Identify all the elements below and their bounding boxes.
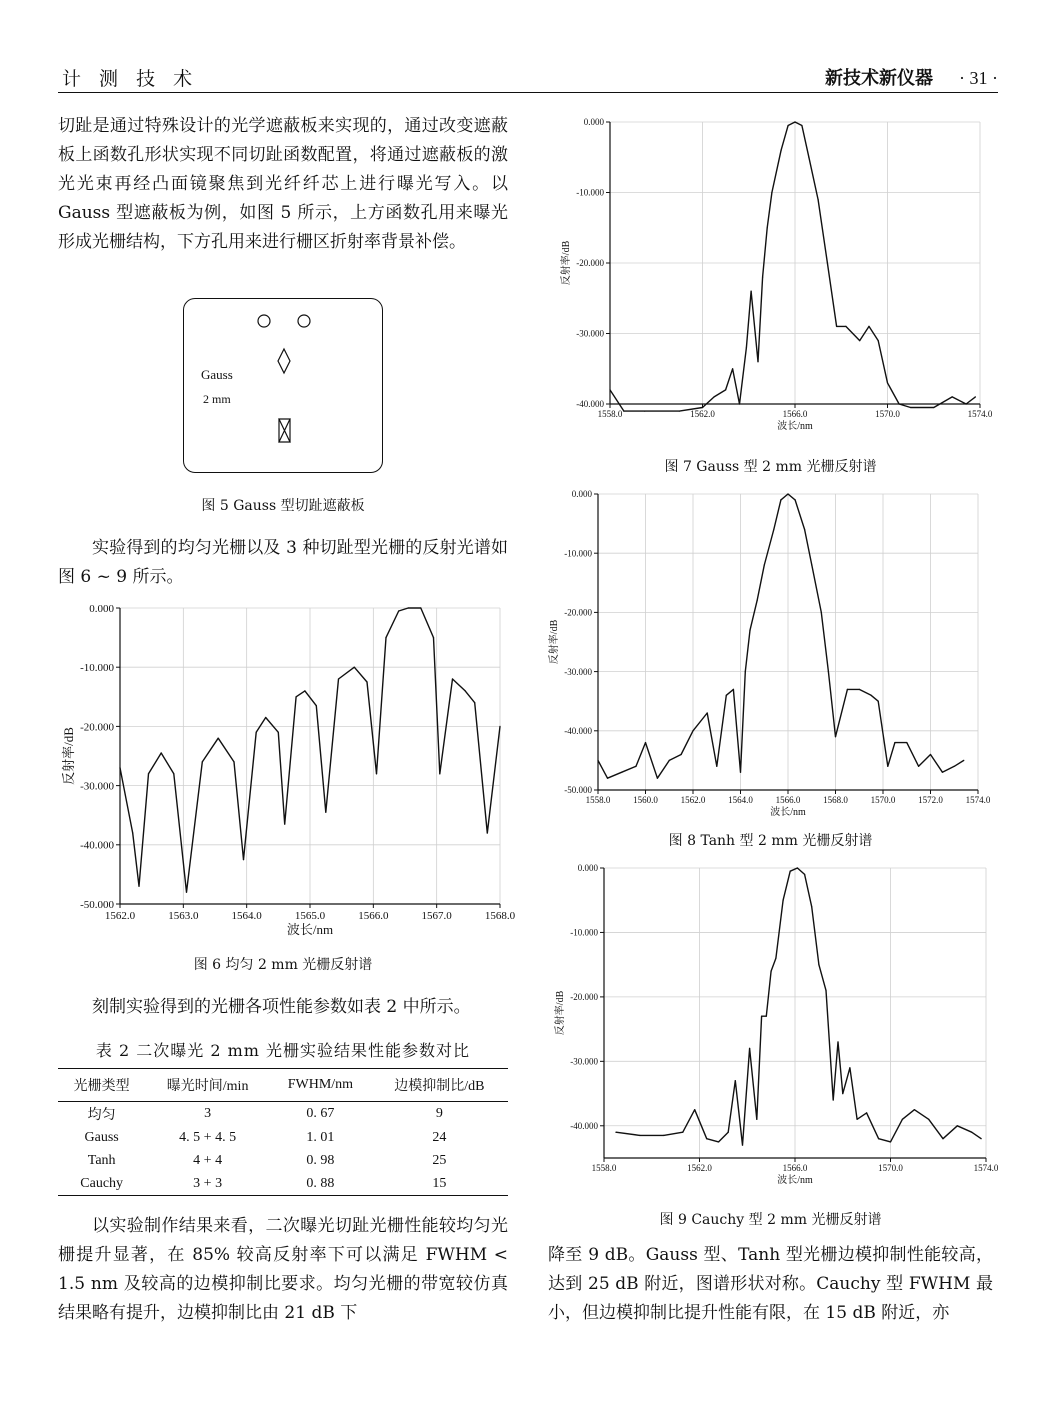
data-point xyxy=(767,227,768,228)
hole-diamond xyxy=(278,349,290,373)
data-point xyxy=(787,493,788,494)
x-tick-label: 1562.0 xyxy=(690,409,715,419)
data-point xyxy=(669,760,670,761)
data-point xyxy=(899,403,900,404)
table-row xyxy=(58,1149,508,1172)
data-point xyxy=(833,1099,834,1100)
data-point xyxy=(702,407,703,408)
data-point xyxy=(681,754,682,755)
data-point xyxy=(933,407,934,408)
data-point xyxy=(465,690,466,691)
figure-7-caption: 图 7 Gauss 型 2 mm 光栅反射谱 xyxy=(664,459,877,475)
data-point xyxy=(663,1135,664,1136)
y-axis-label: 反射率/dB xyxy=(60,727,76,785)
data-point xyxy=(828,671,829,672)
data-point xyxy=(906,742,907,743)
data-point xyxy=(376,773,377,774)
data-point xyxy=(878,1138,879,1139)
data-point xyxy=(256,732,257,733)
table-cell: 均匀 xyxy=(87,1108,116,1123)
data-point xyxy=(679,411,680,412)
spectrum-line xyxy=(616,868,981,1145)
data-point xyxy=(804,874,805,875)
data-point xyxy=(726,695,727,696)
data-point xyxy=(894,742,895,743)
y-tick-label: -40.000 xyxy=(570,1120,598,1131)
table-cell: 0. 98 xyxy=(306,1152,335,1168)
data-point xyxy=(692,730,693,731)
data-point xyxy=(795,499,796,500)
data-point xyxy=(868,326,869,327)
mask-label-gauss: Gauss xyxy=(201,367,233,382)
y-axis-label: 反射率/dB xyxy=(561,240,573,286)
data-point xyxy=(835,736,836,737)
data-point xyxy=(966,403,967,404)
x-tick-label: 1563.0 xyxy=(168,910,199,922)
paragraph-5: 降至 9 dB。Gauss 型、Tanh 型光栅边模抑制性能较高，达到 25 dB 附近，图谱形状对称。Cauchy 型 FWHM 最小，但边模抑制比提升性能有限，在 15 dB 附近，亦 xyxy=(548,1245,993,1323)
data-point xyxy=(878,701,879,702)
x-tick-label: 1574.0 xyxy=(973,1163,999,1173)
data-point xyxy=(706,1138,707,1139)
data-point xyxy=(645,742,646,743)
data-point xyxy=(609,389,610,390)
data-point xyxy=(804,529,805,530)
data-point xyxy=(887,382,888,383)
data-point xyxy=(751,291,752,292)
data-point xyxy=(811,564,812,565)
table-cell: 15 xyxy=(371,1172,508,1196)
y-tick-label: -30.000 xyxy=(80,780,114,793)
hole-bowtie xyxy=(279,419,290,442)
data-point xyxy=(439,773,440,774)
data-point xyxy=(818,199,819,200)
data-point xyxy=(866,1112,867,1113)
data-point xyxy=(914,1109,915,1110)
data-point xyxy=(138,886,139,887)
data-point xyxy=(890,1141,891,1142)
x-axis-label: 波长/nm xyxy=(770,807,806,818)
data-point xyxy=(218,738,219,739)
data-point xyxy=(728,1132,729,1133)
x-tick-label: 1562.0 xyxy=(104,910,136,922)
data-point xyxy=(942,772,943,773)
data-point xyxy=(732,368,733,369)
x-tick-label: 1574.0 xyxy=(967,409,993,419)
hole-circle-left xyxy=(258,315,270,327)
data-point xyxy=(971,1132,972,1133)
table-cell: 4. 5 + 4. 5 xyxy=(179,1129,237,1145)
data-point xyxy=(499,726,500,727)
data-point xyxy=(278,732,279,733)
col-header: 边模抑制比/dB xyxy=(371,1069,508,1102)
data-point xyxy=(316,705,317,706)
data-point xyxy=(739,403,740,404)
table-row xyxy=(58,1102,508,1127)
table-cell: 25 xyxy=(432,1152,447,1168)
x-tick-label: 1560.0 xyxy=(633,795,658,805)
data-point xyxy=(474,702,475,703)
data-point xyxy=(745,671,746,672)
x-tick-label: 1570.0 xyxy=(875,409,900,419)
data-point xyxy=(639,1135,640,1136)
data-point xyxy=(762,277,763,278)
figure-6-caption: 图 6 均匀 2 mm 光栅反射谱 xyxy=(193,957,373,973)
data-point xyxy=(871,695,872,696)
x-axis-label: 波长/nm xyxy=(777,421,813,432)
x-tick-label: 1562.0 xyxy=(687,1163,712,1173)
data-point xyxy=(740,772,741,773)
x-tick-label: 1568.0 xyxy=(823,795,848,805)
data-point xyxy=(842,1093,843,1094)
x-tick-label: 1562.0 xyxy=(680,795,706,805)
spectrum-line xyxy=(598,494,964,778)
data-point xyxy=(771,192,772,193)
data-point xyxy=(849,1067,850,1068)
data-point xyxy=(954,766,955,767)
data-point xyxy=(975,396,976,397)
data-point xyxy=(797,867,798,868)
data-point xyxy=(764,564,765,565)
data-point xyxy=(749,630,750,631)
data-point xyxy=(452,678,453,679)
spectrum-line xyxy=(610,122,975,411)
data-point xyxy=(952,396,953,397)
y-tick-label: -50.000 xyxy=(80,898,114,911)
x-tick-label: 1558.0 xyxy=(597,409,623,419)
y-tick-label: -20.000 xyxy=(564,607,592,618)
data-point xyxy=(790,871,791,872)
y-tick-label: -20.000 xyxy=(80,721,114,734)
y-tick-label: -40.000 xyxy=(80,839,114,852)
mask-label-size: 2 mm xyxy=(203,392,231,406)
y-tick-label: -30.000 xyxy=(570,1056,598,1067)
y-tick-label: -10.000 xyxy=(570,927,598,938)
data-point xyxy=(243,859,244,860)
header-rule xyxy=(58,92,998,93)
y-tick-label: 0.000 xyxy=(89,602,114,615)
data-point xyxy=(173,773,174,774)
table-cell: 24 xyxy=(432,1129,447,1145)
x-tick-label: 1566.0 xyxy=(782,1163,808,1173)
data-point xyxy=(725,389,726,390)
data-point xyxy=(621,772,622,773)
data-point xyxy=(733,689,734,690)
data-point xyxy=(825,990,826,991)
data-point xyxy=(756,1119,757,1120)
x-tick-label: 1570.0 xyxy=(878,1163,903,1173)
y-tick-label: -30.000 xyxy=(576,328,604,339)
y-tick-label: -20.000 xyxy=(570,992,598,1003)
data-point xyxy=(749,1048,750,1049)
data-point xyxy=(433,637,434,638)
y-tick-label: -10.000 xyxy=(80,662,114,675)
data-point xyxy=(981,1138,982,1139)
table-cell: Tanh xyxy=(87,1152,116,1168)
data-point xyxy=(811,906,812,907)
page-number: · 31 · xyxy=(959,68,998,88)
data-point xyxy=(408,607,409,608)
data-point xyxy=(859,689,860,690)
data-point xyxy=(836,326,837,327)
figure-5-caption: 图 5 Gauss 型切趾遮蔽板 xyxy=(201,498,365,514)
x-axis-label: 波长/nm xyxy=(286,922,334,937)
data-point xyxy=(186,892,187,893)
data-point xyxy=(957,1125,958,1126)
paragraph-2: 实验得到的均匀光栅以及 3 种切趾型光栅的反射光谱如图 6 ~ 9 所示。 xyxy=(58,538,508,587)
x-tick-label: 1574.0 xyxy=(965,795,991,805)
x-tick-label: 1566.0 xyxy=(775,795,801,805)
data-point xyxy=(808,157,809,158)
data-point xyxy=(878,340,879,341)
data-point xyxy=(487,832,488,833)
data-point xyxy=(928,1119,929,1120)
y-tick-label: -10.000 xyxy=(576,187,604,198)
x-tick-label: 1568.0 xyxy=(484,910,516,922)
x-tick-label: 1558.0 xyxy=(591,1163,617,1173)
x-tick-label: 1565.0 xyxy=(294,910,326,922)
y-tick-label: -20.000 xyxy=(576,258,604,269)
y-tick-label: 0.000 xyxy=(583,117,604,128)
data-point xyxy=(714,396,715,397)
x-tick-label: 1572.0 xyxy=(918,795,943,805)
data-point xyxy=(742,1145,743,1146)
data-point xyxy=(615,1132,616,1133)
y-tick-label: -10.000 xyxy=(564,548,592,559)
figure-7-chart xyxy=(548,108,993,450)
data-point xyxy=(607,778,608,779)
data-point xyxy=(963,760,964,761)
data-point xyxy=(735,1080,736,1081)
data-point xyxy=(284,824,285,825)
data-point xyxy=(773,529,774,530)
x-tick-label: 1558.0 xyxy=(585,795,611,805)
data-point xyxy=(788,125,789,126)
data-point xyxy=(161,752,162,753)
data-point xyxy=(682,1132,683,1133)
data-point xyxy=(233,761,234,762)
data-point xyxy=(202,761,203,762)
figure-8-chart xyxy=(548,484,993,824)
data-point xyxy=(942,1138,943,1139)
y-axis-label: 反射率/dB xyxy=(549,619,561,665)
data-point xyxy=(366,681,367,682)
table-2 xyxy=(58,1068,508,1196)
table-cell: Gauss xyxy=(84,1129,119,1145)
figure-9-chart xyxy=(548,858,999,1198)
data-point xyxy=(757,361,758,362)
data-point xyxy=(597,760,598,761)
data-point xyxy=(385,637,386,638)
data-point xyxy=(902,1119,903,1120)
figure-8-caption: 图 8 Tanh 型 2 mm 光栅反射谱 xyxy=(668,833,873,849)
data-point xyxy=(657,778,658,779)
data-point xyxy=(148,773,149,774)
table-cell: 3 + 3 xyxy=(145,1172,270,1196)
data-point xyxy=(119,767,120,768)
section-name: 新技术新仪器 xyxy=(825,68,933,89)
data-point xyxy=(354,667,355,668)
data-point xyxy=(420,607,421,608)
data-point xyxy=(783,900,784,901)
data-point xyxy=(847,689,848,690)
data-point xyxy=(780,499,781,500)
data-point xyxy=(304,690,305,691)
figure-9-caption: 图 9 Cauchy 型 2 mm 光栅反射谱 xyxy=(659,1212,882,1228)
data-point xyxy=(910,407,911,408)
paragraph-4: 以实验制作结果来看，二次曝光切趾光栅性能较均匀光栅提升显著，在 85% 较高反射率下可以满足 FWHM < 1.5 nm 及较高的边模抑制比要求。均匀光栅的带宽较仿真结果略有提升，边模抑制比由 21 dB 下 xyxy=(58,1216,508,1323)
data-point xyxy=(781,150,782,151)
y-tick-label: 0.000 xyxy=(571,489,592,500)
table-cell: 1. 01 xyxy=(306,1129,335,1145)
data-point xyxy=(821,612,822,613)
table-row xyxy=(58,1172,508,1196)
mask-drawing xyxy=(184,299,382,472)
section-title xyxy=(825,64,998,90)
data-point xyxy=(930,754,931,755)
table-header-row xyxy=(58,1069,508,1102)
table-cell: 0. 88 xyxy=(270,1172,371,1196)
data-point xyxy=(718,1141,719,1142)
data-point xyxy=(707,712,708,713)
x-tick-label: 1564.0 xyxy=(231,910,262,922)
data-point xyxy=(746,347,747,348)
x-axis-label: 波长/nm xyxy=(777,1175,813,1186)
data-point xyxy=(325,812,326,813)
data-point xyxy=(338,678,339,679)
col-header: FWHM/nm xyxy=(270,1069,371,1102)
x-tick-label: 1567.0 xyxy=(421,910,452,922)
y-tick-label: -30.000 xyxy=(564,666,592,677)
paragraph-1: 切趾是通过特殊设计的光学遮蔽板来实现的，通过改变遮蔽板上函数孔形状实现不同切趾函数配置，将通过遮蔽板的激光光束再经凸面镜聚焦到光纤纤芯上进行曝光写入。以 Gauss 型遮蔽板为例，如图 5 所示，上方函数孔用来曝光形成光栅结构，下方孔用来进行栅区折射率背景补偿。 xyxy=(58,116,508,252)
data-point xyxy=(818,964,819,965)
table-cell: 0. 67 xyxy=(306,1106,335,1121)
table-cell: 3 xyxy=(204,1106,212,1121)
data-point xyxy=(857,1119,858,1120)
data-point xyxy=(859,340,860,341)
data-point xyxy=(918,766,919,767)
y-tick-label: -50.000 xyxy=(564,785,592,796)
y-axis-label: 反射率/dB xyxy=(555,990,567,1036)
data-point xyxy=(757,600,758,601)
data-point xyxy=(766,1016,767,1017)
data-point xyxy=(837,1041,838,1042)
data-point xyxy=(635,766,636,767)
x-tick-label: 1566.0 xyxy=(782,409,808,419)
journal-title: 计 测 技 术 xyxy=(62,68,199,90)
table-2-title: 表 2 二次曝光 2 mm 光栅实验结果性能参数对比 xyxy=(95,1041,471,1060)
figure-6-chart xyxy=(58,600,516,945)
table-cell: 4 + 4 xyxy=(193,1152,223,1168)
data-point xyxy=(827,262,828,263)
data-point xyxy=(265,717,266,718)
y-tick-label: -40.000 xyxy=(576,399,604,410)
data-point xyxy=(644,411,645,412)
data-point xyxy=(845,326,846,327)
data-point xyxy=(132,832,133,833)
col-header: 光栅类型 xyxy=(58,1069,145,1102)
y-tick-label: -40.000 xyxy=(564,725,592,736)
table-row xyxy=(58,1126,508,1149)
x-tick-label: 1570.0 xyxy=(870,795,896,805)
data-point xyxy=(694,1109,695,1110)
x-tick-label: 1564.0 xyxy=(728,795,753,805)
data-point xyxy=(761,1016,762,1017)
table-cell: Cauchy xyxy=(58,1172,145,1196)
data-point xyxy=(716,766,717,767)
data-point xyxy=(887,766,888,767)
x-tick-label: 1566.0 xyxy=(358,910,389,922)
paragraph-3: 刻制实验得到的光栅各项性能参数如表 2 中所示。 xyxy=(92,997,471,1017)
data-point xyxy=(771,971,772,972)
figure-5-mask xyxy=(183,298,383,473)
data-point xyxy=(801,125,802,126)
data-point xyxy=(794,121,795,122)
data-point xyxy=(398,610,399,611)
data-point xyxy=(775,958,776,959)
data-point xyxy=(296,696,297,697)
y-tick-label: 0.000 xyxy=(577,863,598,874)
table-cell: 9 xyxy=(435,1106,443,1121)
col-header: 曝光时间/min xyxy=(145,1069,270,1102)
data-point xyxy=(623,411,624,412)
hole-circle-right xyxy=(298,315,310,327)
